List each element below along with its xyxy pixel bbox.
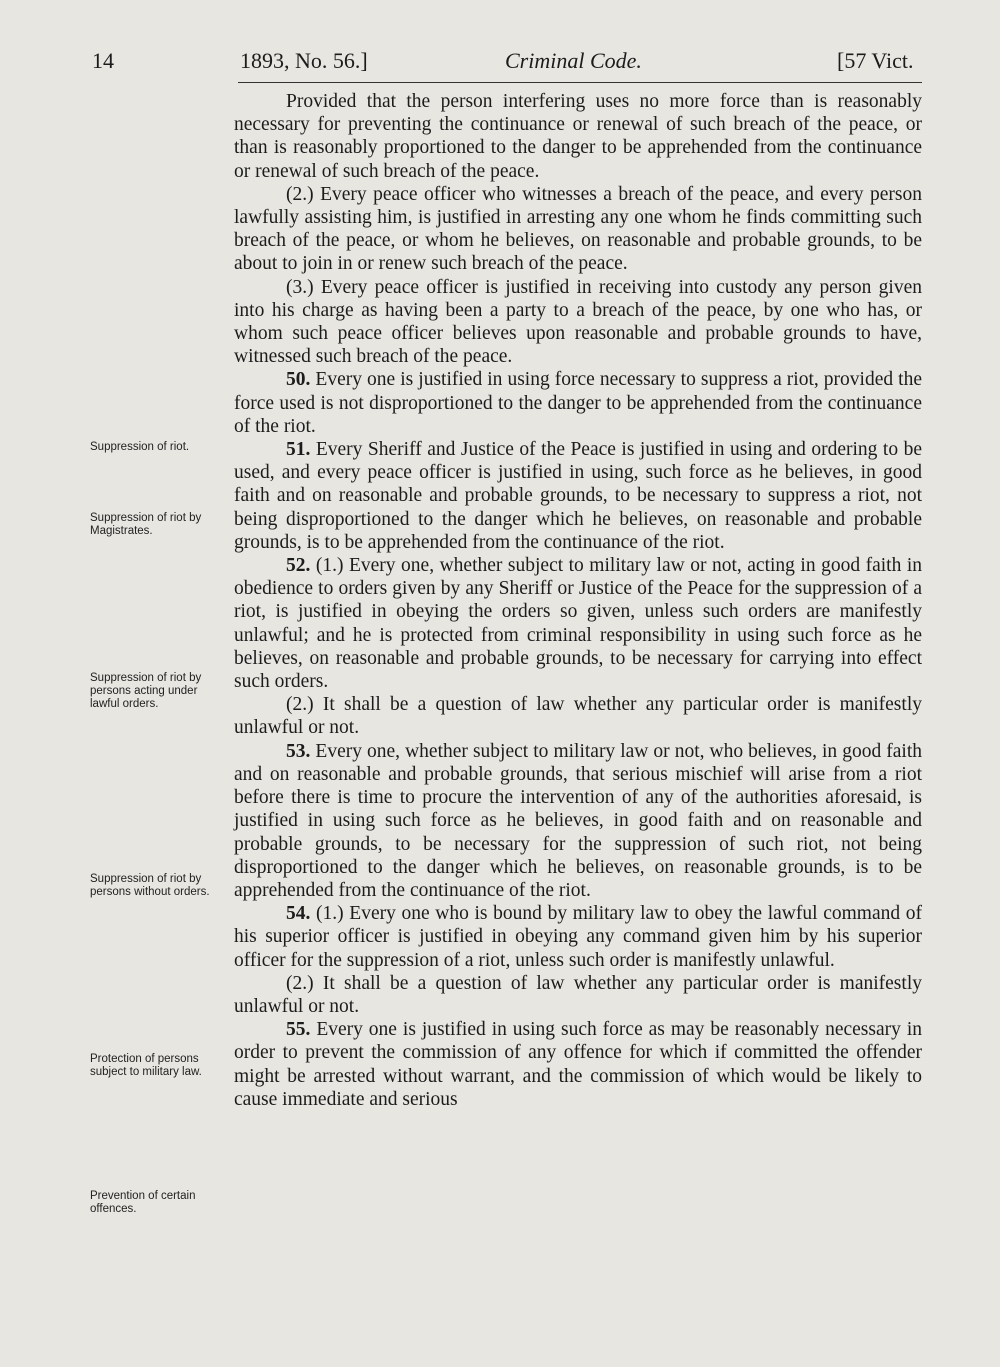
section-number: 51. (286, 439, 311, 461)
section-number: 50. (286, 369, 311, 391)
section-55: 55. Every one is justified in using such force as may be reasonably necessary in order to prevent the commission of any offence for which if committed the offender might be arrested without warrant, and the commission of which would be likely to cause immediate and serious (234, 1019, 922, 1110)
section-number: 53. (286, 740, 311, 762)
margin-note: Suppression of riot by persons acting under lawful orders. (90, 672, 202, 710)
margin-note: Suppression of riot by persons without orders. (90, 873, 210, 898)
subsection-paragraph: (2.) It shall be a question of law whether any particular order is manifestly unlawful or not. (234, 694, 922, 739)
section-51: 51. Every Sheriff and Justice of the Peace is justified in using and ordering to be used, and every peace officer is justified in using, such force as he believes, in good faith and on reasonable and probable grounds, to be necessary to suppress a riot, not being disproportioned to the danger which he believes, on reasonable and probable grounds, is to be apprehended from the continuance of the riot. (234, 439, 922, 553)
margin-note: Prevention of certain offences. (90, 1190, 196, 1215)
running-header (0, 48, 1000, 82)
subsection-paragraph: (2.) Every peace officer who witnesses a breach of the peace, and every person lawfully assisting him, is justified in arresting any one whom he finds committing such breach of the peace, or whom he believes, on reasonable and probable grounds, to be about to join in or renew such breach of the peace. (234, 183, 922, 275)
section-number: 55. (286, 1019, 311, 1041)
margin-note: Suppression of riot. (90, 441, 190, 453)
proviso-paragraph: Provided that the person interfering uses no more force than is reasonably necessary for preventing the continuance or renewal of such breach of the peace, or than is reasonably proportioned to the danger to be apprehended from the continuance or renewal of such breach of the peace. (234, 91, 922, 182)
running-title: Criminal Code. (505, 48, 642, 73)
statute-year-number: 1893, No. 56.] (240, 48, 368, 73)
page-number: 14 (92, 48, 114, 73)
margin-note: Protection of persons subject to military law. (90, 1053, 202, 1078)
margin-note: Suppression of riot by Magistrates. (90, 512, 202, 537)
body-text (234, 90, 922, 1111)
section-54: 54. (1.) Every one who is bound by military law to obey the lawful command of his superior officer is justified in obeying any command given him by his superior officer for the suppression of a riot, unless such order is manifestly unlawful. (234, 903, 922, 971)
header-rule (238, 82, 922, 83)
section-53: 53. Every one, whether subject to military law or not, who believes, in good faith and on reasonable and probable grounds, that serious mischief will arise from a riot before there is time to procure the intervention of any of the authorities aforesaid, is justified in using such force as he believes, in good faith and on reasonable and probable grounds, to be necessary for the suppression of such riot, not being disproportioned to the danger which he believes, on reasonable grounds, is to be apprehended from the continuance of the riot. (234, 740, 922, 901)
subsection-paragraph: (3.) Every peace officer is justified in receiving into custody any person given into his charge as having been a party to a breach of the peace, by one who has, or whom such peace officer believes upon reasonable and probable grounds to have, witnessed such breach of the peace. (234, 276, 922, 368)
section-52: 52. (1.) Every one, whether subject to military law or not, acting in good faith in obedience to orders given by any Sheriff or Justice of the Peace for the suppression of a riot, is justified in obeying the orders so given, unless such orders are manifestly unlawful; and he is protected from criminal responsibility in using such force as he believes, on reasonable and probable grounds, to be necessary for carrying into effect such orders. (234, 555, 922, 693)
section-number: 54. (286, 903, 311, 925)
subsection-paragraph: (2.) It shall be a question of law whether any particular order is manifestly unlawful or not. (234, 972, 922, 1017)
section-50: 50. Every one is justified in using force necessary to suppress a riot, provided the force used is not disproportioned to the danger to be apprehended from the continuance of the riot. (234, 369, 922, 437)
section-number: 52. (286, 555, 311, 577)
regnal-year: [57 Vict. (837, 48, 914, 73)
